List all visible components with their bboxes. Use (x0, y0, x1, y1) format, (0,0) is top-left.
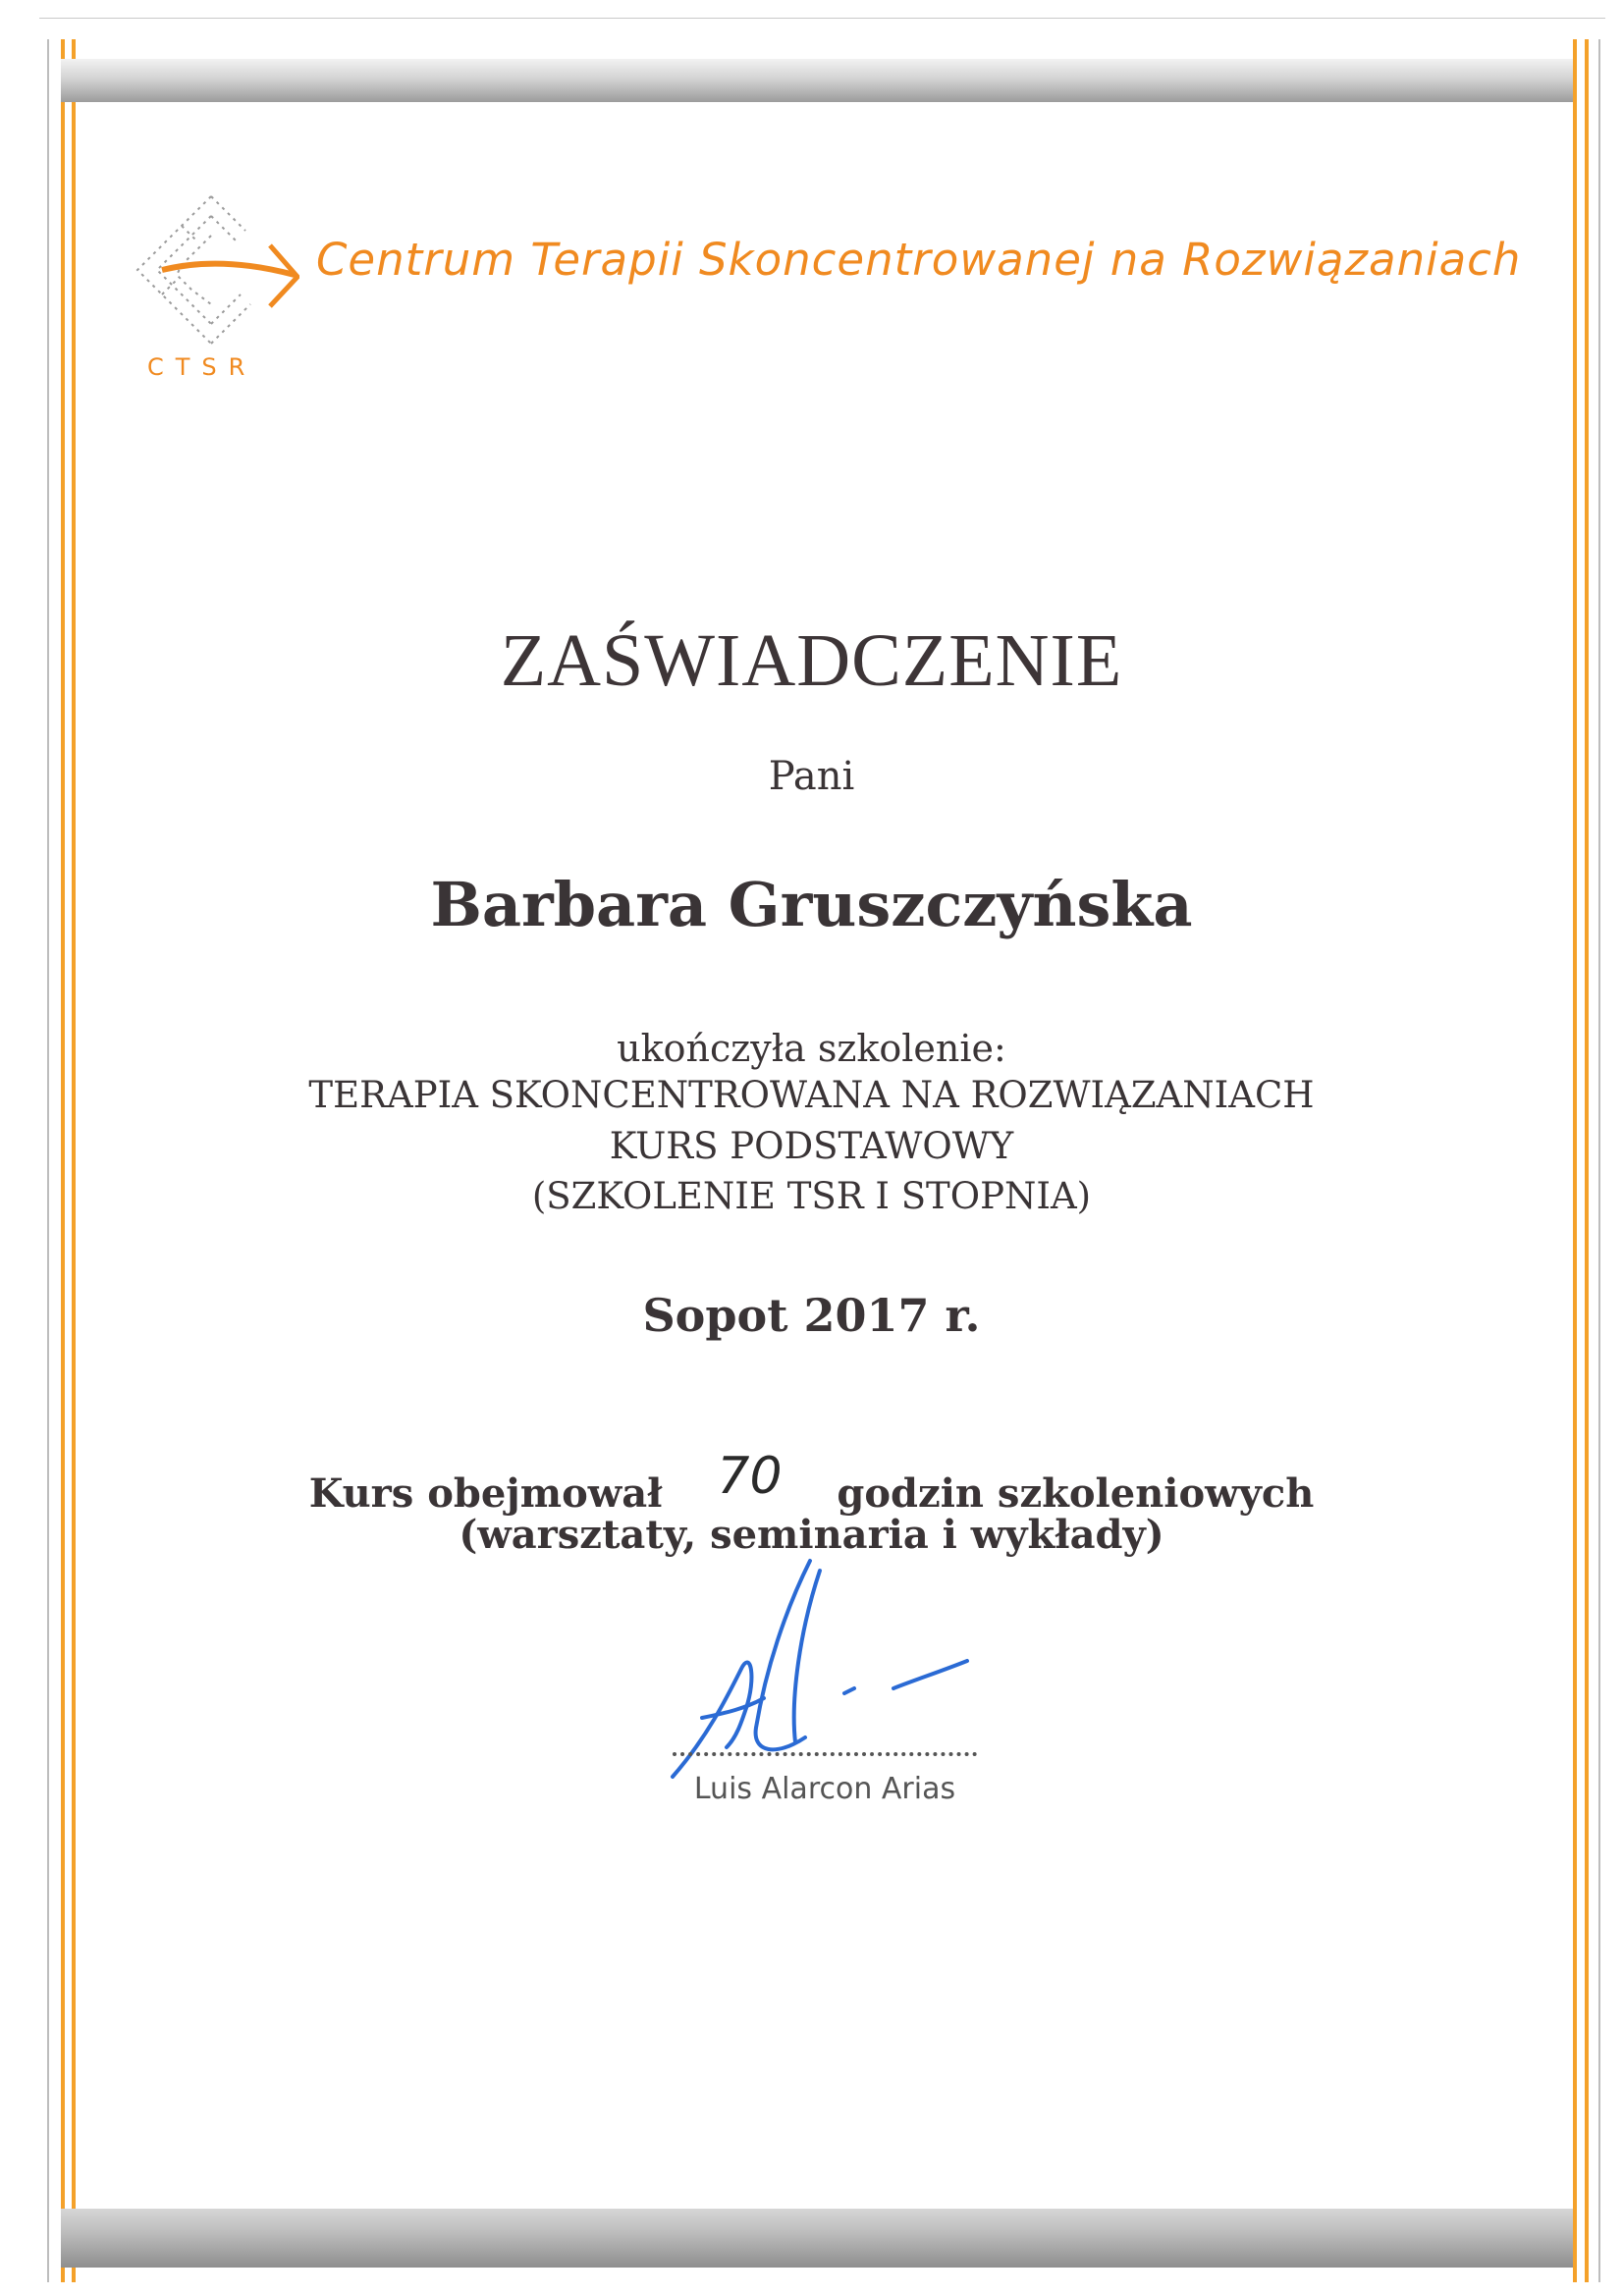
hours-line (0, 1447, 1623, 1520)
hours-detail: (warsztaty, seminaria i wykłady) (459, 1512, 1164, 1558)
top-rule (39, 18, 1605, 19)
frame-bottom-band (61, 2209, 1573, 2268)
hours-suffix: godzin szkoleniowych (837, 1470, 1315, 1517)
location-year: Sopot 2017 r. (642, 1289, 981, 1342)
logo-abbreviation: CTSR (147, 353, 257, 381)
hours-prefix: Kurs obejmował (308, 1470, 663, 1517)
course-title-line-3: (SZKOLENIE TSR I STOPNIA) (531, 1175, 1092, 1217)
completed-text: ukończyła szkolenie: (617, 1027, 1006, 1070)
signer-name: Luis Alarcon Arias (693, 1772, 956, 1806)
frame-top-band (61, 59, 1573, 102)
recipient-name: Barbara Gruszczyńska (430, 869, 1193, 940)
certificate-title: ZAŚWIADCZENIE (500, 619, 1123, 702)
course-title-line-1: TERAPIA SKONCENTROWANA NA ROZWIĄZANIACH (308, 1074, 1315, 1116)
signature-line (673, 1752, 977, 1756)
salutation: Pani (768, 754, 855, 799)
hours-value-handwritten: 70 (717, 1447, 783, 1506)
handwritten-signature (648, 1551, 972, 1787)
organization-name: Centrum Terapii Skoncentrowanej na Rozwiązaniach (316, 234, 1522, 286)
course-title-line-2: KURS PODSTAWOWY (609, 1125, 1014, 1167)
